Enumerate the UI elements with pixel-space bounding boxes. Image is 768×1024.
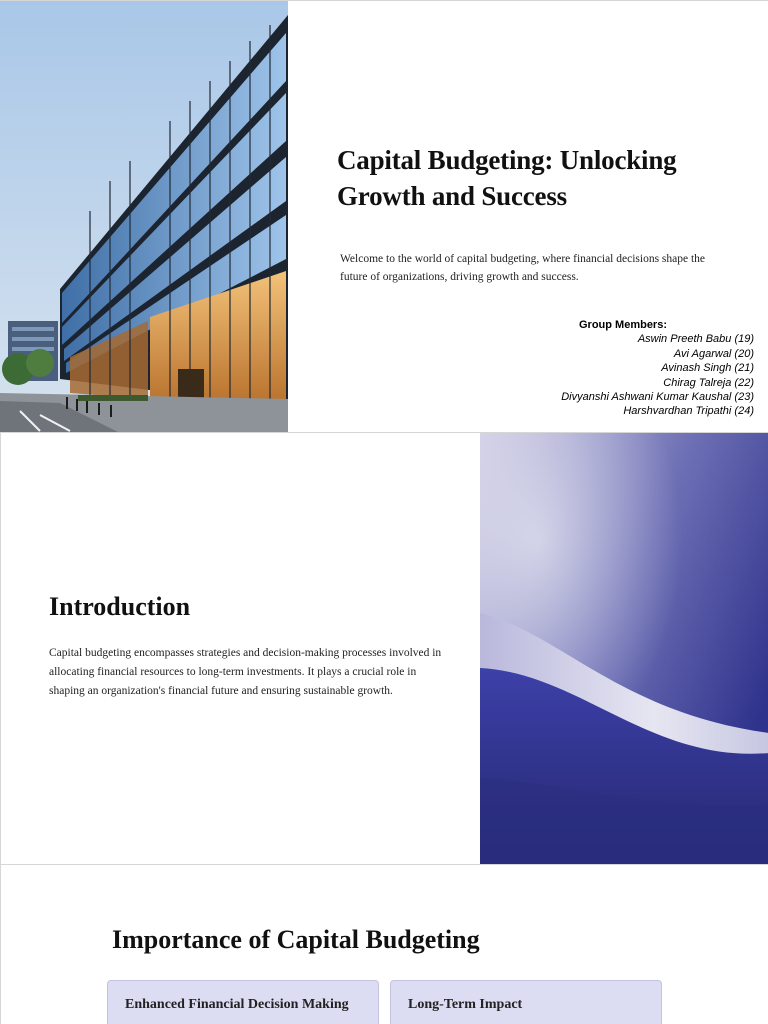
welcome-text: Welcome to the world of capital budgeting, where financial decisions shape the future of organizations, driving growth and success. [340,253,706,283]
title-slide [0,0,768,432]
importance-card-label: Enhanced Financial Decision Making [125,997,349,1012]
abstract-wave-image [480,433,768,864]
importance-slide [0,864,768,1024]
importance-card-label: Long-Term Impact [408,997,523,1012]
introduction-heading: Introduction [49,592,191,621]
member-name: Harshvardhan Tripathi (24) [623,405,754,418]
presentation-title: Capital Budgeting: Unlocking Growth and Success [337,145,677,211]
importance-card [107,980,379,1024]
importance-heading: Importance of Capital Budgeting [112,925,480,954]
member-name: Avi Agarwal (20) [673,347,754,360]
group-members [561,318,754,419]
introduction-slide [0,432,768,864]
member-name: Chirag Talreja (22) [663,376,754,389]
member-name: Aswin Preeth Babu (19) [637,333,754,346]
member-name: Divyanshi Ashwani Kumar Kaushal (23) [561,391,754,404]
member-name: Avinash Singh (21) [661,362,754,375]
importance-card [390,980,662,1024]
group-members-heading: Group Members: [578,319,667,331]
introduction-body: Capital budgeting encompasses strategies and decision-making processes involved in allocating financial resources to long-term investments. It plays a crucial role in shaping an organization's financial future and ensuring sustainable growth. [49,647,442,697]
office-building-photo [0,1,288,432]
